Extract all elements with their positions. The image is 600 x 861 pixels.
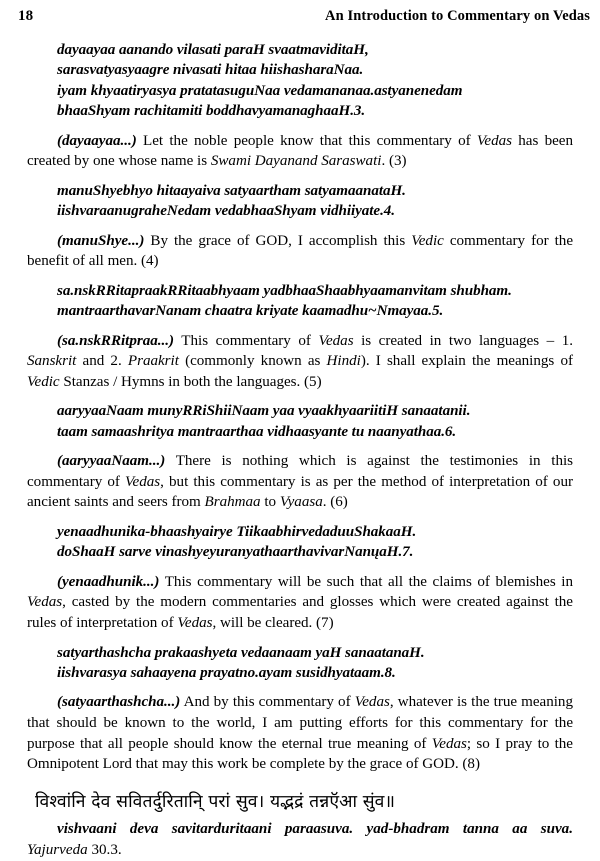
verse-line: sarasvatyasyaagre nivasati hitaa hiishasharaNaa. — [57, 62, 364, 79]
translation-paragraph-8 — [27, 692, 573, 774]
verse-line: iyam khyaatiryasya pratatasuguNaa vedamananaa.astyanenedam — [57, 82, 463, 99]
verse-line: doShaaH sarve vinashyeyuranyathaarthavivarNanųaH.7. — [57, 544, 414, 561]
emphasis-vedas: Vedas — [476, 132, 513, 149]
paragraph-text: to — [260, 494, 280, 511]
verse-line: iishvaraanugraheNedam vedabhaaShyam vidhiiyate.4. — [57, 203, 396, 220]
verse-cue: (dayaayaa...) — [57, 132, 137, 149]
paragraph-text: ). I shall explain the meanings of — [360, 353, 573, 370]
emphasis-brahmaa: Brahmaa — [204, 494, 261, 511]
verse-line: bhaaShyam rachitamiti boddhavyamanaghaaH.3. — [57, 103, 366, 120]
emphasis-vedas: Vedas — [431, 735, 467, 752]
paragraph-text: is created in two languages – 1. — [353, 332, 573, 349]
paragraph-text: , casted by the modern commentaries and glosses which were created against the rules of interpretation of — [27, 594, 573, 631]
mantra-transliteration: vishvaani deva savitarduritaani paraasuva. yad-bhadram tanna aa suva. — [57, 820, 573, 837]
emphasis-praakrit: Praakrit — [127, 353, 179, 370]
paragraph-text: This commentary of — [174, 332, 319, 349]
verse-line: taam samaashritya mantraarthaa vidhaasyante tu naanyathaa.6. — [57, 423, 457, 440]
verse-block-7 — [57, 522, 573, 563]
paragraph-text: (commonly known as — [178, 353, 327, 370]
emphasis-vedas: Vedas — [177, 615, 213, 631]
paragraph-text: ; so I pray to the Omnipotent Lord that may this work be complete by the grace of GOD. (8) — [27, 735, 573, 773]
paragraph-text: and 2. — [76, 353, 128, 370]
verse-block-8 — [57, 643, 573, 684]
emphasis-vedas: Vedas — [125, 473, 161, 490]
verse-line: yenaadhunika-bhaashyairye TiikaabhirvedaduuShakaaH. — [57, 524, 417, 540]
verse-cue: (aaryyaaNaam...) — [57, 453, 166, 470]
verse-cue: (satyaarthashcha...) — [57, 694, 181, 711]
emphasis-vedic: Vedic — [411, 232, 444, 249]
verse-line: satyarthashcha prakaashyeta vedaanaam yaH sanaatanaH. — [57, 644, 425, 661]
paragraph-text: , but this commentary is as per the method of interpretation of our ancient saints and seers from — [27, 473, 573, 511]
paragraph-text: And by this commentary of — [180, 694, 355, 711]
verse-cue: (manuShye...) — [57, 232, 145, 249]
verse-line: sa.nskRRitapraakRRitaabhyaam yadbhaaShaabhyaamanvitam shubham. — [57, 282, 512, 299]
verse-line: manuShyebhyo hitaayaiva satyaartham satyamaanataH. — [57, 182, 406, 199]
verse-block-4 — [57, 181, 573, 222]
emphasis-sanskrit: Sanskrit — [27, 353, 77, 370]
paragraph-text: Stanzas / Hymns in both the languages. (5) — [59, 373, 322, 390]
paragraph-text: By the grace of GOD, I accomplish this — [144, 232, 412, 249]
verse-block-3 — [57, 40, 573, 122]
translation-paragraph-5 — [27, 331, 573, 393]
scripture-source: Yajurveda — [27, 841, 88, 858]
verse-block-5 — [57, 281, 573, 322]
paragraph-text: This commentary will be such that all the claims of blemishes in — [159, 573, 573, 590]
translation-paragraph-7 — [27, 572, 573, 634]
translation-paragraph-3 — [27, 131, 573, 172]
emphasis-vedas: Vedas — [318, 332, 354, 349]
emphasis-name: Swami Dayanand Saraswati — [210, 153, 382, 170]
emphasis-vyaasa: Vyaasa — [279, 494, 323, 511]
verse-cue: (yenaadhunik...) — [57, 573, 160, 590]
paragraph-text: , will be cleared. (7) — [212, 615, 334, 631]
verse-block-6 — [57, 401, 573, 442]
translation-paragraph-6 — [27, 451, 573, 513]
page-number: 18 — [18, 8, 34, 24]
scripture-reference: 30.3. — [91, 841, 122, 858]
paragraph-text: . (6) — [322, 494, 348, 511]
paragraph-text: has been created by one whose name is — [27, 132, 574, 170]
verse-line: aaryyaaNaam munyRRiShiiNaam yaa vyaakhyaariitiH sanaatanii. — [57, 403, 471, 420]
emphasis-vedas: Vedas — [27, 594, 63, 611]
verse-line: dayaayaa aanando vilasati paraH svaatmaviditaH, — [57, 42, 369, 58]
running-head — [18, 8, 592, 25]
emphasis-vedic: Vedic — [27, 373, 60, 390]
verse-line: mantraarthavarNanam chaatra kriyate kaamadhu~Nmayaa.5. — [57, 303, 444, 320]
verse-cue: (sa.nskRRitpraa...) — [57, 332, 175, 349]
mantra-transliteration-line — [27, 819, 573, 861]
page-body — [27, 40, 573, 861]
emphasis-hindi: Hindi — [326, 353, 361, 370]
book-title: An Introduction to Commentary on Vedas — [325, 8, 590, 24]
paragraph-text: There is nothing which is against the testimonies in this commentary of — [27, 453, 573, 490]
paragraph-text: Let the noble people know that this commentary of — [136, 132, 477, 149]
verse-line: iishvarasya sahaayena prayatno.ayam susidhyataam.8. — [57, 665, 396, 681]
paragraph-text: , whatever is the true meaning that should be known to the world, I am putting efforts for this commentary for the purpose that all people should know the eternal true meaning of — [27, 694, 573, 752]
paragraph-text: . (3) — [381, 153, 407, 170]
devanagari-mantra: विश्वांनि देव सवितर्दुरितानि् परां सुव। यद्भद्रं तन्नऍआ सुंव॥ — [35, 791, 396, 812]
translation-paragraph-4 — [27, 231, 573, 272]
emphasis-vedas: Vedas — [354, 694, 390, 711]
paragraph-text: commentary for the benefit of all men. (4) — [27, 232, 574, 270]
